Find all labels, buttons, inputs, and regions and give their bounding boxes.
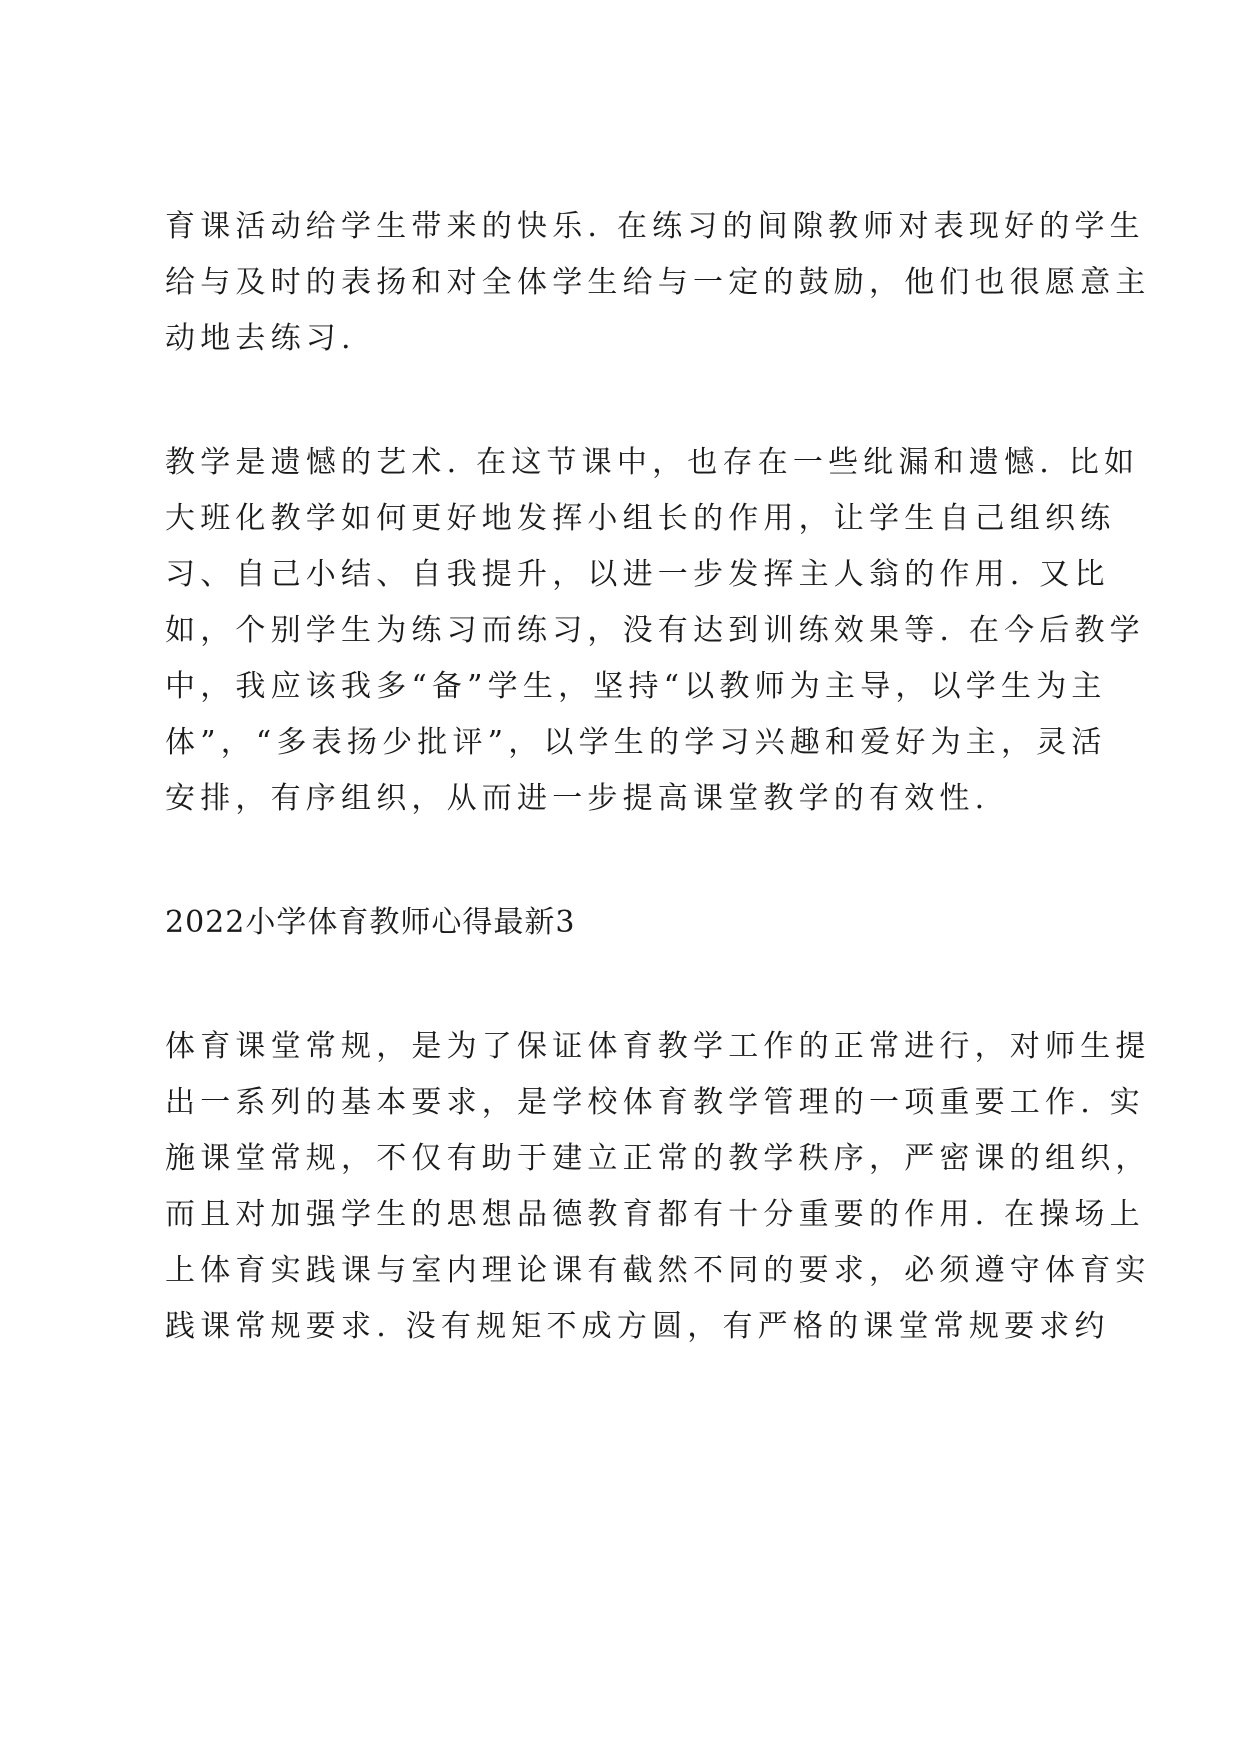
paragraph-1-line-2: 给与及时的表扬和对全体学生给与一定的鼓励，他们也很愿意主 <box>165 265 1151 300</box>
paragraph-3-line-4: 而且对加强学生的思想品德教育都有十分重要的作用. 在操场上 <box>165 1197 1145 1232</box>
paragraph-2-line-4: 如，个别学生为练习而练习，没有达到训练效果等. 在今后教学 <box>165 613 1145 648</box>
paragraph-3-line-3: 施课堂常规，不仅有助于建立正常的教学秩序，严密课的组织， <box>165 1141 1151 1176</box>
paragraph-2-line-2: 大班化教学如何更好地发挥小组长的作用，让学生自己组织练 <box>165 501 1116 536</box>
paragraph-2-line-3: 习、自己小结、自我提升，以进一步发挥主人翁的作用. 又比 <box>165 557 1110 592</box>
paragraph-2-line-7: 安排，有序组织，从而进一步提高课堂教学的有效性. <box>165 781 990 816</box>
paragraph-3-line-5: 上体育实践课与室内理论课有截然不同的要求，必须遵守体育实 <box>165 1253 1151 1288</box>
paragraph-3-line-6: 践课常规要求. 没有规矩不成方圆，有严格的课堂常规要求约 <box>165 1309 1110 1344</box>
paragraph-2-line-1: 教学是遗憾的艺术. 在这节课中，也存在一些纰漏和遗憾. 比如 <box>165 445 1140 480</box>
section-heading: 2022小学体育教师心得最新3 <box>165 905 576 940</box>
paragraph-3-line-2: 出一系列的基本要求，是学校体育教学管理的一项重要工作. 实 <box>165 1085 1145 1120</box>
paragraph-3-line-1: 体育课堂常规，是为了保证体育教学工作的正常进行，对师生提 <box>165 1029 1151 1064</box>
paragraph-1-line-3: 动地去练习. <box>165 321 356 356</box>
paragraph-2-line-6: 体”，“多表扬少批评”，以学生的学习兴趣和爱好为主，灵活 <box>165 725 1107 760</box>
paragraph-1-line-1: 育课活动给学生带来的快乐. 在练习的间隙教师对表现好的学生 <box>165 209 1145 244</box>
paragraph-2-line-5: 中，我应该我多“备”学生，坚持“以教师为主导，以学生为主 <box>165 669 1107 704</box>
